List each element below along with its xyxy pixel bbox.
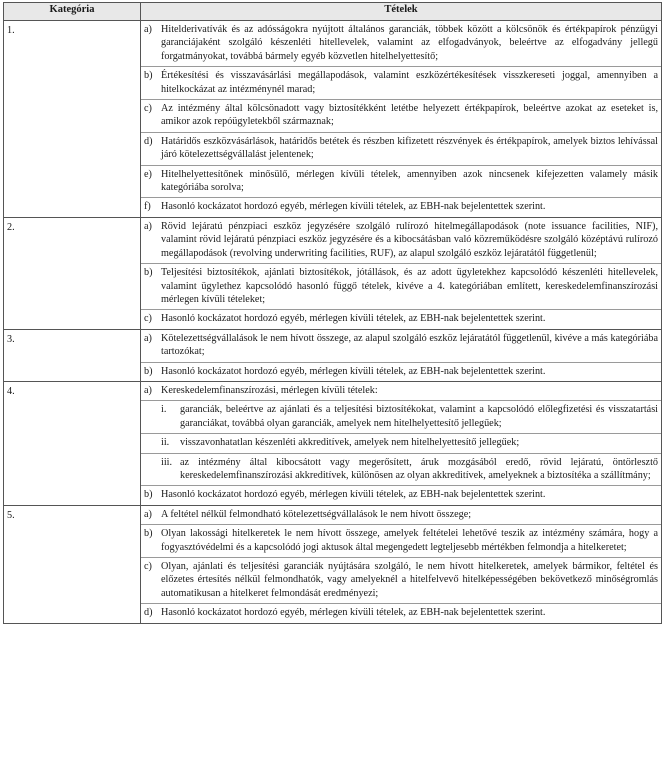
sub-item-numeral: i. bbox=[161, 404, 167, 416]
item-text: Hasonló kockázatot hordozó egyéb, mérlegen kívüli tételek, az EBH-nak bejelentettek szerint. bbox=[161, 313, 546, 325]
sub-item bbox=[141, 400, 661, 433]
category-number: 4. bbox=[4, 381, 141, 505]
list-item bbox=[141, 524, 661, 557]
item-letter: b) bbox=[144, 528, 153, 540]
item-letter: d) bbox=[144, 607, 153, 619]
list-item bbox=[141, 330, 661, 362]
category-number: 3. bbox=[4, 329, 141, 381]
exposure-category-table bbox=[3, 2, 662, 624]
item-letter: b) bbox=[144, 489, 153, 501]
item-letter: a) bbox=[144, 220, 152, 232]
header-items: Tételek bbox=[141, 3, 662, 21]
sub-item bbox=[141, 453, 661, 486]
category-items bbox=[141, 329, 662, 381]
category-number: 2. bbox=[4, 217, 141, 329]
list-item bbox=[141, 557, 661, 603]
item-text: Rövid lejáratú pénzpiaci eszköz jegyzésére szolgáló rulírozó hitelmegállapodások (note issuance facilities, NIF), valamint rövid lejáratú pénzpiaci eszköz jegyzésére és a kibocsátásban való közreműködésre szolgáló középtávú rulírozó megállapodások (revolving underwriting facilities, RUF), az alapul szolgáló eszköz lejáratától függetlenül; bbox=[161, 220, 658, 259]
list-item bbox=[141, 21, 661, 66]
category-items bbox=[141, 381, 662, 505]
item-letter: a) bbox=[144, 384, 152, 396]
item-text: Teljesítési biztosítékok, ajánlati biztosítékok, jótállások, és az adott ügyletekhez kapcsolódó készenléti hitellevelek, valamint ügylethez kapcsolódó hasonló függő tételek, kivéve a 4. kategóriában említett, kereskedelemfinanszírozási mérlegen kívüli tételeket; bbox=[161, 267, 658, 305]
list-item bbox=[141, 362, 661, 381]
category-number: 5. bbox=[4, 505, 141, 623]
item-text: Kötelezettségvállalások le nem hívott összege, az alapul szolgáló eszköz lejáratától függetlenül, kivéve a más kategóriába tartozókat; bbox=[161, 332, 658, 358]
item-text: Kereskedelemfinanszírozási, mérlegen kívüli tételek: bbox=[161, 384, 378, 396]
item-letter: b) bbox=[144, 267, 153, 279]
table-row bbox=[4, 381, 662, 505]
item-text: Határidős eszközvásárlások, határidős betétek és részben kifizetett részvények és értékpapírok, amelyek biztos lehívással járó kötelezettségvállalást jelentenek; bbox=[161, 135, 658, 161]
category-items bbox=[141, 505, 662, 623]
item-letter: c) bbox=[144, 313, 152, 325]
sub-item-numeral: iii. bbox=[161, 456, 173, 468]
item-text: Hasonló kockázatot hordozó egyéb, mérlegen kívüli tételek, az EBH-nak bejelentettek szerint. bbox=[161, 201, 546, 213]
list-item bbox=[141, 132, 661, 165]
item-text: Hasonló kockázatot hordozó egyéb, mérlegen kívüli tételek, az EBH-nak bejelentettek szerint. bbox=[161, 607, 546, 619]
item-letter: a) bbox=[144, 24, 152, 35]
list-item bbox=[141, 218, 661, 263]
category-items bbox=[141, 21, 662, 218]
item-text: Az intézmény által kölcsönadott vagy biztosítékként letétbe helyezett értékpapírok, beleértve azokat az eseteket is, amikor azok repóügyletekből származnak; bbox=[161, 103, 658, 128]
sub-item-text: visszavonhatatlan készenléti akkreditívek, amelyek nem hitelhelyettesítő jellegűek; bbox=[180, 437, 520, 449]
list-item bbox=[141, 197, 661, 216]
sub-item bbox=[141, 433, 661, 452]
item-text: Értékesítési és visszavásárlási megállapodások, valamint eszközértékesítések visszkereseti joggal, amennyiben a hitelkockázat az intézménynél marad; bbox=[161, 70, 658, 95]
sub-item-text: az intézmény által kibocsátott vagy megerősített, áruk mozgásából eredő, rövid lejáratú, öntörlesztő kereskedelemfinanszírozási akkreditívek, különösen az olyan akkreditívek, amelyeknek a biztosítéka a szállítmány; bbox=[180, 456, 658, 481]
sub-item-numeral: ii. bbox=[161, 437, 170, 449]
item-letter: b) bbox=[144, 365, 153, 377]
item-letter: a) bbox=[144, 332, 152, 344]
item-text: Olyan, ajánlati és teljesítési garanciák nyújtására szolgáló, le nem hívott hitelkeretek, amelyek bármikor, feltétel és előzetes értesítés nélkül felmondhatók, vagy amelyeknél a hitelfelvevő hitelképességében bekövetkező minőségromlás automatikusan a hitelkeret felmondását eredményezi; bbox=[161, 561, 658, 599]
table-header-row bbox=[4, 3, 662, 21]
item-letter: e) bbox=[144, 168, 152, 180]
item-text: A feltétel nélkül felmondható kötelezettségvállalások le nem hívott összege; bbox=[161, 508, 472, 520]
item-letter: b) bbox=[144, 70, 153, 82]
table-row bbox=[4, 21, 662, 218]
category-items bbox=[141, 217, 662, 329]
item-text: Hasonló kockázatot hordozó egyéb, mérlegen kívüli tételek, az EBH-nak bejelentettek szerint. bbox=[161, 489, 546, 501]
item-letter: d) bbox=[144, 135, 153, 147]
table-row bbox=[4, 217, 662, 329]
item-letter: f) bbox=[144, 201, 151, 213]
table-row bbox=[4, 505, 662, 623]
category-number: 1. bbox=[4, 21, 141, 218]
list-item bbox=[141, 66, 661, 99]
list-item bbox=[141, 263, 661, 309]
list-item bbox=[141, 485, 661, 504]
item-text: Hasonló kockázatot hordozó egyéb, mérlegen kívüli tételek, az EBH-nak bejelentettek szerint. bbox=[161, 365, 546, 377]
item-letter: c) bbox=[144, 103, 152, 115]
table-row bbox=[4, 329, 662, 381]
list-item bbox=[141, 309, 661, 328]
list-item bbox=[141, 165, 661, 198]
list-item bbox=[141, 99, 661, 132]
item-letter: c) bbox=[144, 561, 152, 572]
header-category: Kategória bbox=[4, 3, 141, 21]
table-body bbox=[4, 21, 662, 624]
list-item bbox=[141, 382, 661, 400]
list-item bbox=[141, 603, 661, 622]
sub-item-text: garanciák, beleértve az ajánlati és a teljesítési biztosítékokat, valamint a kapcsolódó előlegfizetési és visszatartási garanciákat, továbbá olyan garanciák, amelyek nem hitelhelyettesítő jellegűek; bbox=[180, 404, 658, 429]
item-letter: a) bbox=[144, 508, 152, 520]
item-text: Hitelderivatívák és az adósságokra nyújtott általános garanciák, többek között a kölcsönök és értékpapírok pénzügyi garanciájaként szolgáló készenléti hitellevelek, valamint az elfogadványok, beleértve az elfogadvány jellegű forgatmányokat, továbbá bármely egyéb közvetlen hitelhelyettesítő; bbox=[161, 24, 658, 62]
list-item bbox=[141, 506, 661, 524]
item-text: Olyan lakossági hitelkeretek le nem hívott összege, amelyek feltételei lehetővé teszik az intézmény számára, hogy a fogyasztóvédelmi és a kapcsolódó jogi aktusok által megengedett legteljesebb mértékben felmondja a hitelkeretet; bbox=[161, 528, 658, 553]
item-text: Hitelhelyettesítőnek minősülő, mérlegen kívüli tételek, amennyiben azok nincsenek kifejezetten valamely másik kategóriába sorolva; bbox=[161, 168, 658, 194]
